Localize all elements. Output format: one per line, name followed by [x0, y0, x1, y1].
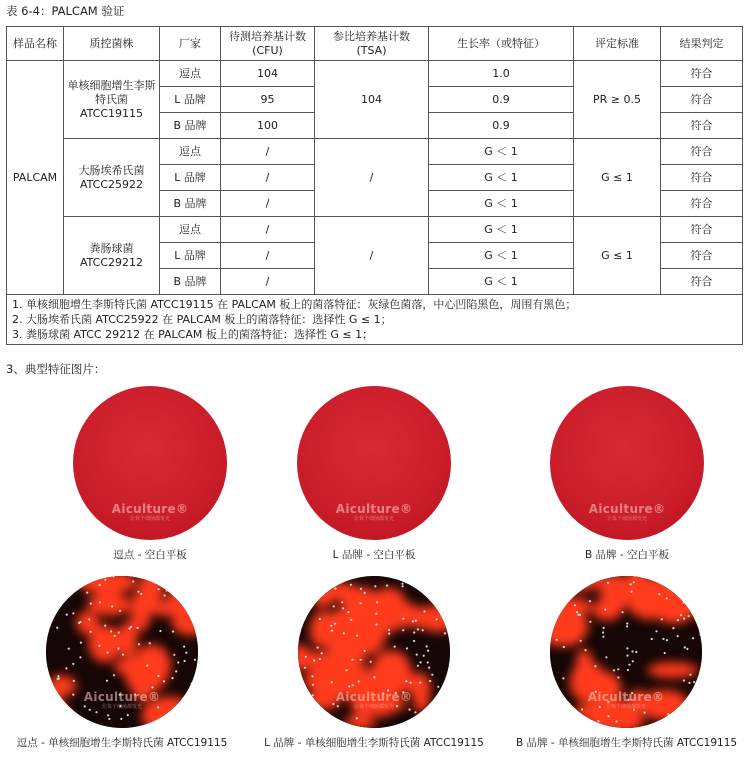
- header-test-count: 待测培养基计数 (CFU): [221, 27, 315, 61]
- notes-cell: [7, 295, 743, 345]
- verification-table: [6, 26, 743, 345]
- header-vendor: 厂家: [160, 27, 221, 61]
- watermark-logo: Aiculture® 让每个细菌都发光: [83, 690, 161, 710]
- strain-cell: 单核细胞增生李斯特氏菌 ATCC19115: [64, 61, 160, 139]
- result-cell: 符合: [661, 269, 743, 295]
- growth-rate-cell: G ＜ 1: [429, 243, 574, 269]
- vendor-cell: B 品牌: [160, 269, 221, 295]
- criterion-cell: PR ≥ 0.5: [574, 61, 661, 139]
- plate-figure: [516, 576, 736, 750]
- result-cell: 符合: [661, 113, 743, 139]
- strain-cell: 粪肠球菌 ATCC29212: [64, 217, 160, 295]
- blank-plate-image: [297, 386, 451, 540]
- header-ref-count: 参比培养基计数 (TSA): [315, 27, 429, 61]
- table-title: 表 6-4：PALCAM 验证: [6, 4, 125, 18]
- test-count-cell: 104: [221, 61, 315, 87]
- sample-name-cell: PALCAM: [7, 61, 64, 295]
- strain-cell: 大肠埃希氏菌 ATCC25922: [64, 139, 160, 217]
- ref-count-cell: /: [315, 139, 429, 217]
- growth-rate-cell: G ＜ 1: [429, 191, 574, 217]
- vendor-cell: 逗点: [160, 217, 221, 243]
- watermark-logo: Aiculture® 让每个细菌都发光: [111, 502, 189, 522]
- ref-count-cell: 104: [315, 61, 429, 139]
- growth-rate-cell: G ＜ 1: [429, 139, 574, 165]
- plate-caption: B 品牌 - 单核细胞增生李斯特氏菌 ATCC19115: [516, 737, 738, 749]
- test-count-cell: /: [221, 243, 315, 269]
- note-line: 2. 大肠埃希氏菌 ATCC25922 在 PALCAM 板上的菌落特征：选择性 G ≤ 1；: [12, 313, 392, 326]
- test-count-cell: /: [221, 217, 315, 243]
- test-count-cell: /: [221, 269, 315, 295]
- table-row: [7, 139, 743, 165]
- vendor-cell: L 品牌: [160, 165, 221, 191]
- test-count-cell: 100: [221, 113, 315, 139]
- vendor-cell: 逗点: [160, 61, 221, 87]
- header-sample: 样品名称: [7, 27, 64, 61]
- header-growth-rate: 生长率（或特征）: [429, 27, 574, 61]
- plate-figure: [274, 386, 474, 562]
- growth-plate-image: [46, 576, 198, 728]
- vendor-cell: L 品牌: [160, 243, 221, 269]
- test-count-cell: 95: [221, 87, 315, 113]
- watermark-logo: Aiculture® 让每个细菌都发光: [587, 690, 665, 710]
- result-cell: 符合: [661, 87, 743, 113]
- plate-caption: L 品牌 - 单核细胞增生李斯特氏菌 ATCC19115: [264, 737, 484, 749]
- result-cell: 符合: [661, 191, 743, 217]
- result-cell: 符合: [661, 243, 743, 269]
- note-line: 1. 单核细胞增生李斯特氏菌 ATCC19115 在 PALCAM 板上的菌落特征：灰绿色菌落，中心凹陷黑色，周围有黑色；: [12, 298, 577, 311]
- criterion-cell: G ≤ 1: [574, 139, 661, 217]
- test-count-cell: /: [221, 165, 315, 191]
- plate-caption: B 品牌 - 空白平板: [584, 549, 669, 561]
- header-row: [7, 27, 743, 61]
- vendor-cell: 逗点: [160, 139, 221, 165]
- growth-plate-image: [298, 576, 450, 728]
- growth-rate-cell: G ＜ 1: [429, 269, 574, 295]
- header-criterion: 评定标准: [574, 27, 661, 61]
- plate-caption: 逗点 - 空白平板: [113, 549, 187, 561]
- header-strain: 质控菌株: [64, 27, 160, 61]
- table-row: [7, 217, 743, 243]
- result-cell: 符合: [661, 217, 743, 243]
- growth-rate-cell: 1.0: [429, 61, 574, 87]
- test-count-cell: /: [221, 191, 315, 217]
- growth-plate-image: [550, 576, 702, 728]
- criterion-cell: G ≤ 1: [574, 217, 661, 295]
- plate-caption: L 品牌 - 空白平板: [332, 549, 416, 561]
- vendor-cell: B 品牌: [160, 191, 221, 217]
- result-cell: 符合: [661, 61, 743, 87]
- watermark-logo: Aiculture® 让每个细菌都发光: [335, 690, 413, 710]
- plate-figure: [527, 386, 727, 562]
- blank-plate-image: [73, 386, 227, 540]
- watermark-logo: Aiculture® 让每个细菌都发光: [588, 502, 666, 522]
- plate-figure: [50, 386, 250, 562]
- vendor-cell: L 品牌: [160, 87, 221, 113]
- note-line: 3. 粪肠球菌 ATCC 29212 在 PALCAM 板上的菌落特征：选择性 G ≤ 1；: [12, 328, 374, 341]
- test-count-cell: /: [221, 139, 315, 165]
- ref-count-cell: /: [315, 217, 429, 295]
- watermark-logo: Aiculture® 让每个细菌都发光: [335, 502, 413, 522]
- plate-figure: [264, 576, 484, 750]
- growth-rate-cell: G ＜ 1: [429, 165, 574, 191]
- growth-rate-cell: 0.9: [429, 113, 574, 139]
- plate-caption: 逗点 - 单核细胞增生李斯特氏菌 ATCC19115: [16, 737, 228, 749]
- notes-row: [7, 295, 743, 345]
- result-cell: 符合: [661, 139, 743, 165]
- result-cell: 符合: [661, 165, 743, 191]
- growth-rate-cell: G ＜ 1: [429, 217, 574, 243]
- header-result: 结果判定: [661, 27, 743, 61]
- section-title: 3、典型特征图片：: [6, 362, 106, 376]
- table-row: [7, 61, 743, 87]
- growth-rate-cell: 0.9: [429, 87, 574, 113]
- vendor-cell: B 品牌: [160, 113, 221, 139]
- blank-plate-image: [550, 386, 704, 540]
- plate-figure: [12, 576, 232, 750]
